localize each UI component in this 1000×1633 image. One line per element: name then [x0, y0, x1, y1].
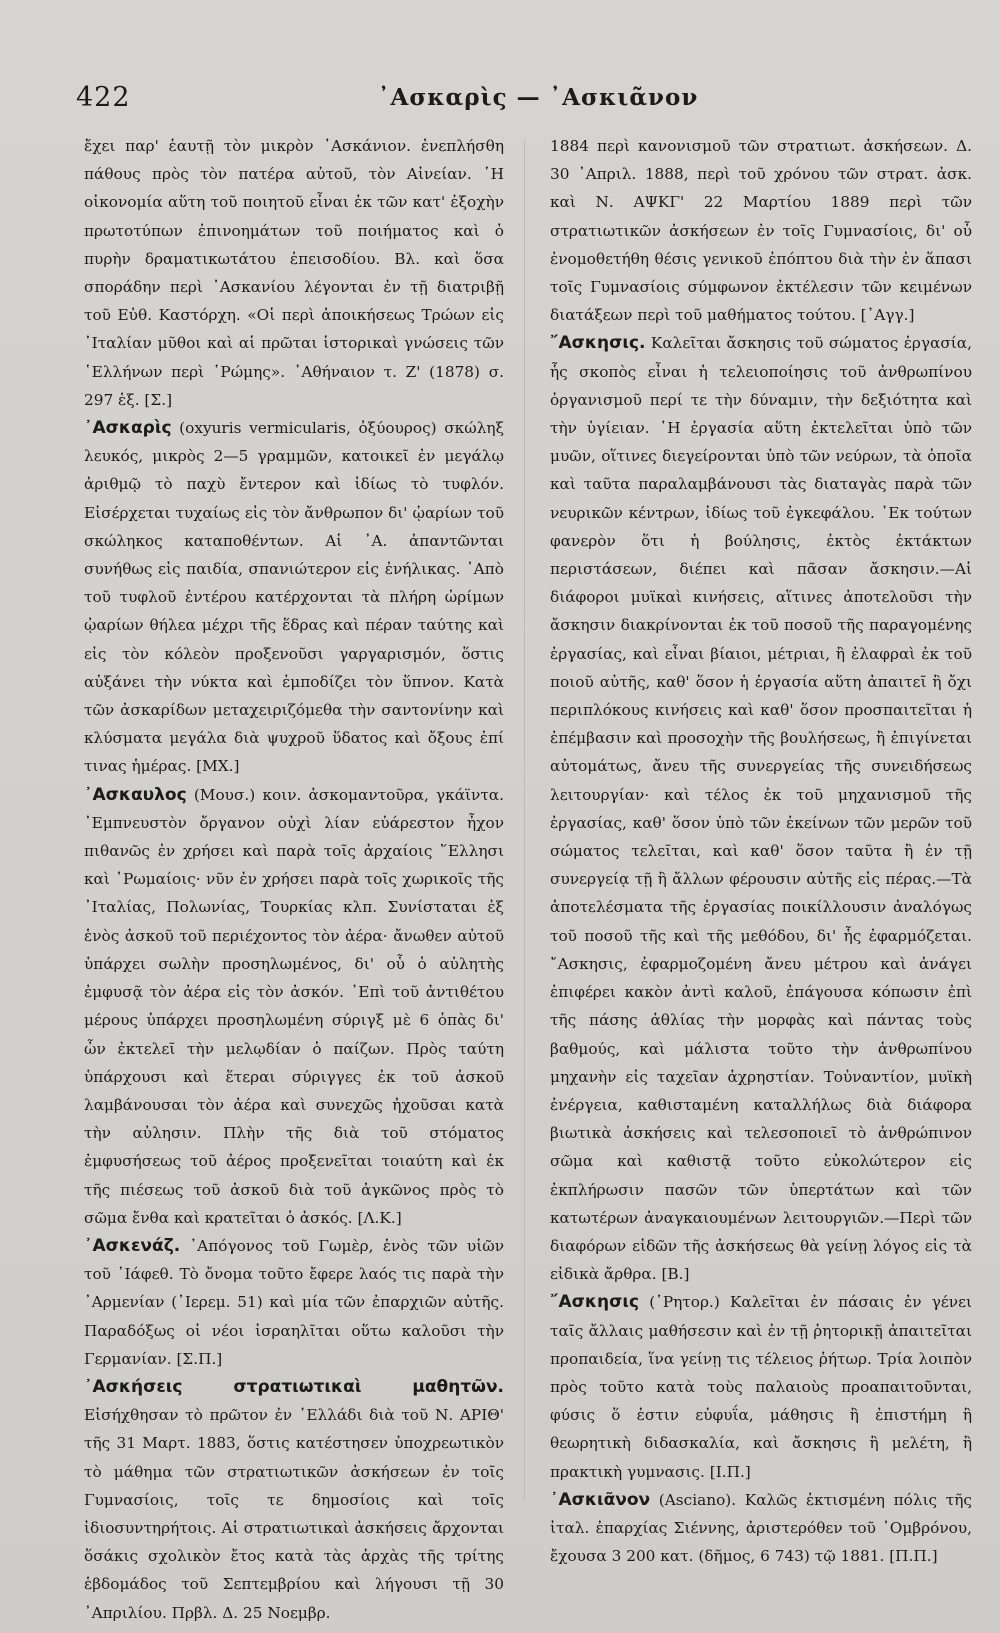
entry-text: (Asciano). Καλῶς ἐκτισμένη πόλις τῆς ἰταλ. ἐπαρχίας Σιέννης, ἀριστερόθεν τοῦ ᾽Ομβρόνου, ἔχουσα 3 200 κατ. (δῆμος, 6 743) τῷ 1881. [Π.Π.] — [550, 1490, 972, 1566]
running-head: ᾽Ασκαρὶς — ᾽Ασκιᾶνον — [378, 84, 699, 111]
entry-askiseis-stratiotikai — [84, 1373, 504, 1627]
entry-continuation — [84, 132, 504, 414]
entry-text: (῾Ρητορ.) Καλεῖται ἐν πάσαις ἐν γένει ταῖς ἄλλαις μαθήσεσιν καὶ ἐν τῇ ῥητορικῇ ἀπαιτεῖται προπαιδεία, ἵνα γείνῃ τις τέλειος ῥήτωρ. Τρία λοιπὸν πρὸς τοῦτο κατὰ τοὺς παλαιοὺς προαπαιτοῦνται, φύσις ὅ ἐστιν εὐφυΐα, μάθησις ἢ ἐπιστήμη ἢ θεωρητικὴ διδασκαλία, καὶ ἄσκησις ἢ μελέτη, ἢ πρακτικὴ γυμνασις. [Ι.Π.] — [550, 1293, 972, 1481]
entry-text: (Μουσ.) κοιν. ἀσκομαντοῦρα, γκάϊντα. ᾽Εμπνευστὸν ὄργανον οὐχὶ λίαν εὐάρεστον ἦχον πιθανῶς ἐν χρήσει καὶ παρὰ τοῖς ἀρχαίοις ῞Ελλησι καὶ ῾Ρωμαίοις· νῦν ἐν χρήσει παρὰ τοῖς χωρικοῖς τῆς ᾽Ιταλίας, Πολωνίας, Τουρκίας κλπ. Συνίσταται ἐξ ἑνὸς ἀσκοῦ τοῦ περιέχοντος τὸν ἀέρα· ἄνωθεν αὐτοῦ ὑπάρχει σωλὴν προσηλωμένος, δι' οὗ ὁ αὐλητὴς ἐμφυσᾷ τὸν ἀέρα εἰς τὸν ἀσκόν. ᾽Επὶ τοῦ ἀντιθέτου μέρους ὑπάρχει προσηλωμένη σύριγξ μὲ 6 ὀπὰς δι' ὧν ἐκτελεῖ τὴν μελῳδίαν ὁ παίζων. Πρὸς ταύτη ὑπάρχουσι καὶ ἕτεραι σύριγγες ἐκ τοῦ ἀσκοῦ λαμβάνουσαι τὸν ἀέρα καὶ συνεχῶς ἠχοῦσαι κατὰ τὴν αὐλησιν. Πλὴν τῆς διὰ τοῦ στόματος ἐμφυσήσεως τοῦ ἀέρος πρoξενεῖται τοιαύτη καὶ ἐκ τῆς πιέσεως τοῦ ἀσκοῦ διὰ τοῦ ἀγκῶνος πρὸς τὸ σῶμα ἔνθα καὶ κρατεῖται ὁ ἀσκός. [Λ.Κ.] — [84, 785, 504, 1227]
entry-askianon — [550, 1486, 972, 1571]
entry-lemma: ᾽Ασκιᾶνον — [550, 1489, 651, 1510]
entry-lemma: ᾽Ασκαυλος — [84, 784, 187, 805]
entry-text: ᾽Απόγονος τοῦ Γωμὲρ, ἑνὸς τῶν υἱῶν τοῦ ᾽Ιάφεθ. Τὸ ὄνομα τοῦτο ἔφερε λαός τις παρὰ τὴν ᾽Αρμενίαν (᾽Ιερεμ. 51) καὶ μία τῶν ἐπαρχιῶν αὐτῆς. Παραδόξως οἱ νέοι ἰσραηλῖται οὕτω καλοῦσι τὴν Γερμανίαν. [Σ.Π.] — [84, 1236, 504, 1368]
column-gutter — [524, 140, 525, 1500]
entry-text: ἔχει παρ' ἑαυτῇ τὸν μικρὸν ᾽Ασκάνιον. ἐνεπλήσθη πάθους πρὸς τὸν πατέρα αὐτοῦ, τὸν Αἰνείαν. ῾Η οἰκονομία αὕτη τοῦ ποιητοῦ εἶναι ἐκ τῶν κατ' ἐξοχὴν πρωτοτύπων ἐπινοημάτων τοῦ ποιήματος καὶ ὁ πυρὴν δραματικωτάτου ἐπεισοδίου. Βλ. καὶ ὅσα σποράδην περὶ ᾽Ασκανίου λέγονται ἐν τῇ διατριβῇ τοῦ Εὐθ. Καστόρχη. «Οἱ περὶ ἀποικήσεως Τρώων εἰς ᾽Ιταλίαν μῦθοι καὶ αἱ πρῶται ἱστορικαὶ γνώσεις τῶν ῾Ελλήνων περὶ ῾Ρώμης». ᾽Αθήναιον τ. Ζ' (1878) σ. 297 ἑξ. [Σ.] — [84, 137, 504, 409]
entry-text: (oxyuris vermicularis, ὀξύουρος) σκώληξ λευκός, μικρὸς 2—5 γραμμῶν, κατοικεῖ ἐν μεγάλῳ ἀριθμῷ τὸ παχὺ ἔντερον καὶ ἰδίως τὸ τυφλόν. Εἰσέρχεται τυχαίως εἰς τὸν ἄνθρωπον δι' ᾠαρίων τοῦ σκώληκος καταποθέντων. Αἱ ᾽Α. ἀπαντῶνται συνήθως εἰς παιδία, σπανιώτερον εἰς ἐνήλικας. ᾽Απὸ τοῦ τυφλοῦ ἐντέρου κατέρχονται τὰ πλήρη ὠρίμων ᾠαρίων θήλεα μέχρι τῆς ἕδρας καὶ πέραν ταύτης καὶ εἰς τὸν κόλεὸν προξενοῦσι γαργαρισμόν, ὅστις αὐξάνει τὴν νύκτα καὶ ἐμποδίζει τὸν ὕπνον. Κατὰ τῶν ἀσκαρίδων μεταχειριζόμεθα τὴν σαντονίνην καὶ κλύσματα μεγάλα διὰ ψυχροῦ ὕδατος καὶ ὄξους ἐπί τινας ἡμέρας. [ΜΧ.] — [84, 419, 504, 776]
entry-askaris — [84, 414, 504, 781]
entry-askisis — [550, 329, 972, 1288]
page-number: 422 — [76, 82, 131, 113]
entry-text: Καλεῖται ἄσκησις τοῦ σώματος ἐργασία, ἧς σκοπὸς εἶναι ἡ τελειοποίησις τοῦ ἀνθρωπίνου ὀργανισμοῦ περί τε τὴν δύναμιν, τὴν δεξιότητα καὶ τὴν ὑγίειαν. ῾Η ἐργασία αὕτη ἐκτελεῖται ὑπὸ τῶν μυῶν, οἵτινες διεγείρονται ὑπὸ τῶν νεύρων, τὰ ὁποῖα καὶ ταῦτα παραλαμβάνουσι τὰς διαταγὰς παρὰ τῶν νευρικῶν κέντρων, ἰδίως τοῦ ἐγκεφάλου. ᾽Εκ τούτων φανερὸν ὅτι ἡ βούλησις, ἐκτὸς ἐκτάκτων περιστάσεων, διέπει καὶ πᾶσαν ἄσκησιν.—Αἱ διάφοροι μυϊκαὶ κινήσεις, αἵτινες ἀποτελοῦσι τὴν ἄσκησιν διακρίνονται ἐκ τοῦ ποσοῦ τῆς παραγομένης ἐργασίας, καὶ εἶναι βίαιοι, μέτριαι, ἢ ἐλαφραὶ ἐκ τοῦ ποιοῦ αὐτῆς, καθ' ὅσον ἡ ἐργασία αὕτη ἀπαιτεῖ ἢ ὄχι περιπλόκους κινήσεις καὶ καθ' ὅσον προσπαιτεῖται ἡ ἐπέμβασιν καὶ προσοχὴν τῆς βουλήσεως, ἢ ἐπιγίνεται αὐτομάτως, ἄνευ τῆς συνεργείας τῆς συνειδήσεως λειτουργίαν· καὶ τέλος ἐκ τοῦ μηχανισμοῦ τῆς ἐργασίας, καθ' ὅσον ὑπὸ τῶν ἐκείνων τῶν μερῶν τοῦ σώματος τελεῖται, καὶ καθ' ὅσον ταῦτα ἢ ἐν τῇ συνεργείᾳ τῇ ἢ ἄλλων φέρουσιν αὐτῆς εἰς πέρας.—Τὰ ἀποτελέσματα τῆς ἐργασίας ποικίλλουσιν ἀναλόγως τοῦ ποσοῦ τῆς καὶ τῆς μεθόδου, δι' ἧς ἐφαρμόζεται. ῎Ασκησις, ἐφαρμοζομένη ἄνευ μέτρου καὶ ἀνάγει ἐπιφέρει κακὸν ἀντὶ καλοῦ, ἐπάγουσα κόπωσιν ἐπὶ τῆς πάσης ἀθλίας τὴν μορφὰς καὶ πάντας τοὺς βαθμούς, καὶ μάλιστα τοῦτο τὴν ἀνθρωπίνου μηχανὴν εἰς ταχεῖαν ἀχρηστίαν. Τοὐναντίον, μυϊκὴ ἐνέργεια, καθισταμένη καταλλήλως διὰ διάφορα βιωτικὰ ἀσκήσεις καὶ τελεσοποιεῖ τὸ ἀνθρώπινον σῶμα καὶ καθιστᾷ τοῦτο εὐκολώτερον εἰς ἐκπλήρωσιν πασῶν τῶν ὑπερτάτων καὶ τῶν κατωτέρων ἀναγκαιουμένων λειτουργιῶν.—Περὶ τῶν διαφόρων εἰδῶν τῆς ἀσκήσεως θὰ γείνῃ λόγος εἰς τὰ εἰδικὰ ἄρθρα. [Β.] — [550, 334, 972, 1284]
entry-askaulos — [84, 781, 504, 1232]
left-column — [84, 132, 504, 1627]
entry-continuation — [550, 132, 972, 329]
entry-text: Εἰσήχθησαν τὸ πρῶτον ἐν ῾Ελλάδι διὰ τοῦ Ν. ΑΡΙΘ' τῆς 31 Μαρτ. 1883, ὅστις κατέστησεν ὑποχρεωτικὸν τὸ μάθημα τῶν στρατιωτικῶν ἀσκήσεων ἐν τοῖς Γυμνασίοις, τοῖς τε δημοσίοις καὶ τοῖς ἰδιοσυντηρήτοις. Αἱ στρατιωτικαὶ ἀσκήσεις ἄρχονται ὅσάκις σχολικὸν ἔτος κατὰ τὰς ἀρχὰς τῆς τρίτης ἑβδομάδος τοῦ Σεπτεμβρίου καὶ λήγουσι τῇ 30 ᾽Απριλίου. Πρβλ. Δ. 25 Νοεμβρ. — [84, 1406, 504, 1622]
entry-lemma: ᾽Ασκενάζ. — [84, 1235, 181, 1256]
page-header — [76, 82, 936, 122]
entry-lemma: ᾽Ασκαρὶς — [84, 418, 172, 439]
entry-text: 1884 περὶ κανονισμοῦ τῶν στρατιωτ. ἀσκήσεων. Δ. 30 ᾽Απριλ. 1888, περὶ τοῦ χρόνου τῶν στρατ. ἀσκ. καὶ Ν. ΑΨΚΓ' 22 Μαρτίου 1889 περὶ τῶν στρατιωτικῶν ἀσκήσεων ἐν τοῖς Γυμνασίοις, δι' οὗ ἐνομοθετήθη θέσις γενικοῦ ἐπόπτου διὰ τὴν ἐν ἅπασι τοῖς Γυμνασίοις σύμφωνον ἐκτέλεσιν τῶν κειμένων διατάξεων περὶ τοῦ μαθήματος τούτου. [᾽Αγγ.] — [550, 137, 972, 325]
entry-lemma: ᾽Ασκήσεις στρατιωτικαὶ μαθητῶν. — [84, 1376, 504, 1397]
entry-askenaz — [84, 1232, 504, 1373]
right-column — [550, 132, 972, 1570]
entry-lemma: ῎Ασκησις. — [550, 333, 646, 354]
entry-askisis-rhetor — [550, 1288, 972, 1485]
entry-lemma: ῎Ασκησις — [550, 1292, 640, 1313]
